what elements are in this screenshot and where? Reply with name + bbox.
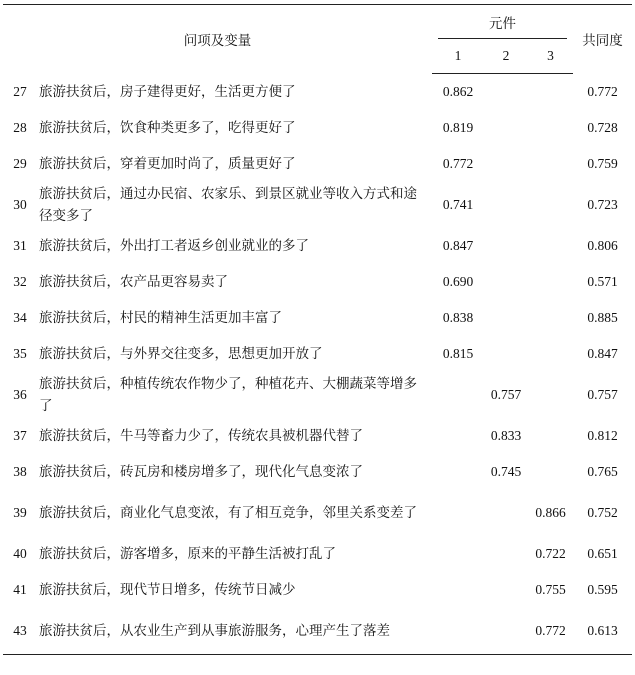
- item-number: 36: [13, 387, 27, 402]
- component-3-loading: 0.866: [535, 505, 566, 520]
- item-text: 旅游扶贫后，通过办民宿、农家乐、到景区就业等收入方式和途径变多了: [39, 186, 417, 224]
- component-2-loading: [484, 300, 528, 336]
- table-row: [3, 454, 632, 490]
- communality-value: 0.885: [587, 310, 618, 325]
- item-header: 问项及变量: [3, 5, 432, 74]
- component-1-loading: [432, 454, 484, 490]
- item-text: 旅游扶贫后，现代节日增多，传统节日减少: [39, 582, 296, 598]
- component-3-loading: [528, 372, 573, 418]
- component-1-loading: [432, 536, 484, 572]
- component-2-loading: [484, 572, 528, 608]
- item-number: 39: [13, 505, 27, 520]
- communality-value: 0.723: [587, 197, 618, 212]
- communality-value: 0.806: [587, 238, 618, 253]
- component-2-loading: [484, 74, 528, 111]
- communality-value: 0.595: [587, 582, 618, 597]
- table-header: [3, 5, 632, 74]
- component-3-loading: [528, 182, 573, 228]
- item-text: 旅游扶贫后，从农业生产到从事旅游服务，心理产生了落差: [37, 608, 432, 655]
- table-row: [3, 182, 632, 228]
- communality-value: 0.752: [587, 505, 618, 520]
- table-row: [3, 608, 632, 655]
- item-number: 35: [13, 346, 27, 361]
- table-row: [3, 228, 632, 264]
- communality-value: 0.759: [587, 156, 618, 171]
- component-1-loading: [432, 372, 484, 418]
- item-number: 27: [13, 83, 27, 99]
- communality-value: 0.651: [587, 546, 618, 561]
- component-3-loading: [528, 110, 573, 146]
- item-number: 38: [13, 464, 27, 479]
- communality-value: 0.765: [587, 464, 618, 479]
- item-text: 旅游扶贫后，游客增多，原来的平静生活被打乱了: [39, 546, 336, 562]
- item-number: 43: [3, 608, 37, 655]
- component-header: [432, 5, 573, 40]
- component-1-loading: 0.862: [442, 84, 474, 99]
- component-3-loading: [528, 418, 573, 454]
- item-number: 40: [13, 546, 27, 561]
- component-1-loading: [432, 490, 484, 536]
- communality-value: 0.772: [587, 83, 618, 99]
- item-number: 28: [13, 120, 27, 135]
- communality-value: 0.613: [573, 608, 632, 655]
- component-number-1: 1: [432, 39, 484, 74]
- communality-value: 0.847: [587, 346, 618, 361]
- component-1-loading: [432, 608, 484, 655]
- component-2-loading: [484, 490, 528, 536]
- component-1-loading: 0.847: [442, 238, 474, 253]
- item-text: 旅游扶贫后，房子建得更好，生活更方便了: [39, 83, 296, 100]
- component-2-loading: [484, 608, 528, 655]
- component-number-3: 3: [528, 39, 573, 74]
- component-2-loading: 0.745: [490, 464, 522, 479]
- communality-value: 0.571: [587, 274, 618, 289]
- item-text: 旅游扶贫后，农产品更容易卖了: [39, 274, 228, 290]
- component-header-rule: [438, 38, 567, 39]
- component-3-loading: 0.755: [535, 582, 566, 597]
- table-row: [3, 336, 632, 372]
- component-2-loading: [484, 336, 528, 372]
- table-row: [3, 264, 632, 300]
- component-2-loading: [484, 146, 528, 182]
- communality-value: 0.812: [587, 428, 618, 443]
- component-3-loading: 0.772: [528, 608, 573, 655]
- table-row: [3, 490, 632, 536]
- communality-value: 0.728: [587, 120, 618, 135]
- item-number: 30: [13, 197, 27, 212]
- table-row: [3, 74, 632, 111]
- item-text: 旅游扶贫后，饮食种类更多了，吃得更好了: [39, 120, 296, 136]
- item-text: 旅游扶贫后，村民的精神生活更加丰富了: [39, 310, 282, 326]
- table-row: [3, 372, 632, 418]
- item-text: 旅游扶贫后，穿着更加时尚了，质量更好了: [39, 156, 296, 172]
- item-number: 34: [13, 310, 27, 325]
- factor-loading-table: [3, 4, 632, 655]
- component-2-loading: 0.833: [490, 428, 522, 443]
- component-1-loading: [432, 572, 484, 608]
- item-text: 旅游扶贫后，外出打工者返乡创业就业的多了: [39, 238, 309, 254]
- item-number: 37: [13, 428, 27, 443]
- item-text: 旅游扶贫后，与外界交往变多，思想更加开放了: [39, 346, 323, 362]
- component-2-loading: [484, 264, 528, 300]
- table-body: [3, 74, 632, 655]
- table-row: [3, 572, 632, 608]
- item-number: 32: [13, 274, 27, 289]
- component-2-loading: [484, 182, 528, 228]
- component-3-loading: [528, 228, 573, 264]
- component-3-loading: [528, 74, 573, 111]
- component-1-loading: 0.741: [442, 197, 474, 212]
- table-row: [3, 146, 632, 182]
- component-2-loading: [484, 110, 528, 146]
- component-3-loading: [528, 146, 573, 182]
- communality-header: 共同度: [573, 5, 632, 74]
- table-row: [3, 418, 632, 454]
- component-3-loading: [528, 300, 573, 336]
- component-1-loading: 0.838: [442, 310, 474, 325]
- component-3-loading: [528, 454, 573, 490]
- component-1-loading: 0.819: [442, 120, 474, 135]
- component-1-loading: 0.690: [442, 274, 474, 289]
- component-2-loading: 0.757: [490, 387, 522, 402]
- component-3-loading: [528, 336, 573, 372]
- component-2-loading: [484, 536, 528, 572]
- item-text: 旅游扶贫后，种植传统农作物少了，种植花卉、大棚蔬菜等增多了: [39, 376, 417, 414]
- item-text: 旅游扶贫后，商业化气息变浓，有了相互竞争，邻里关系变差了: [39, 505, 417, 521]
- component-3-loading: [528, 264, 573, 300]
- table-row: [3, 110, 632, 146]
- item-number: 29: [13, 156, 27, 171]
- component-1-loading: [432, 418, 484, 454]
- item-text: 旅游扶贫后，牛马等畜力少了，传统农具被机器代替了: [39, 428, 363, 444]
- item-text: 旅游扶贫后，砖瓦房和楼房增多了，现代化气息变浓了: [39, 464, 363, 480]
- communality-value: 0.757: [587, 387, 618, 402]
- component-2-loading: [484, 228, 528, 264]
- component-number-2: 2: [484, 39, 528, 74]
- component-1-loading: 0.815: [442, 346, 474, 361]
- table-row: [3, 300, 632, 336]
- component-1-loading: 0.772: [442, 156, 474, 171]
- component-header-label: 元件: [489, 16, 516, 32]
- table-row: [3, 536, 632, 572]
- component-3-loading: 0.722: [535, 546, 566, 561]
- item-number: 31: [13, 238, 27, 253]
- item-number: 41: [13, 582, 27, 597]
